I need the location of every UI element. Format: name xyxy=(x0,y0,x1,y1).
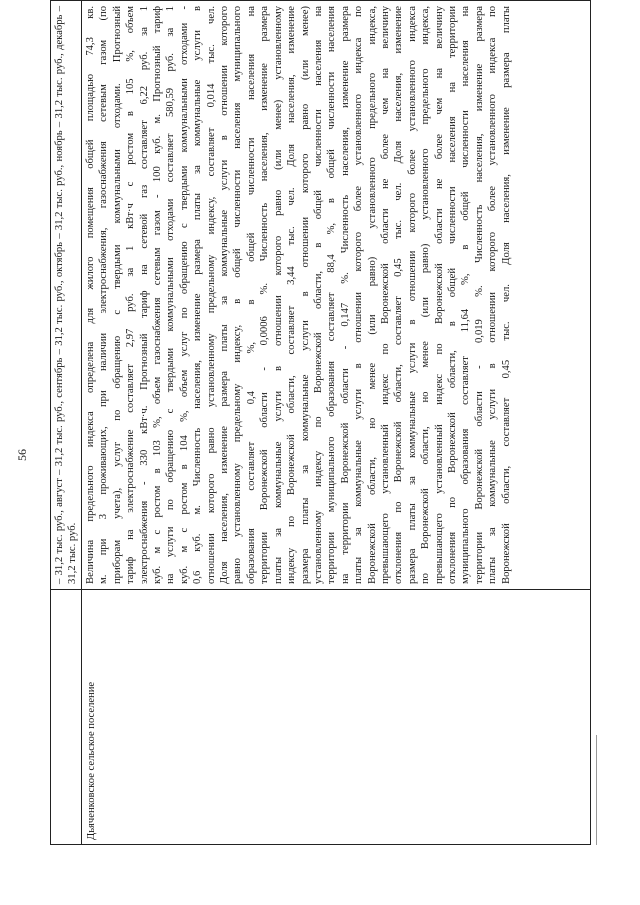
description-line: Величина предельного индекса определена для жилого помещения общей площадью 74,3 кв. xyxy=(85,6,96,584)
description-line: размера платы за коммунальные услуги в отношении которого более установленного индекса xyxy=(406,6,418,584)
description-line: территории муниципального образования составляет 88,4 %, в общей численности населения xyxy=(326,6,338,584)
description-line: превышающего установленный индекс по Воронежской области не более чем на величину xyxy=(433,6,445,584)
page-number: 56 xyxy=(15,449,29,461)
description-line: куб. м с ростом в 104 %, объем услуг по обращению с твердыми коммунальными отходами - xyxy=(178,6,190,584)
description-line: приборам учета), услуг по обращению с твердыми коммунальными отходами. Прогнозный xyxy=(111,6,123,584)
description-line: территории Воронежской области - 0,0006 %. Численность населения, изменение размера xyxy=(259,6,271,584)
description-line: установленному индексу по Воронежской области, в общей численности населения на xyxy=(312,6,324,584)
description-line: на территории Воронежской области - 0,147 %. Численность населения, изменение размера xyxy=(339,6,351,584)
description-line: образования составляет 0,4 %, в общей численности населения на xyxy=(245,6,257,584)
description-line: отношении которого равно установленному предельному индексу, составляет 0,014 тыс. чел. xyxy=(205,6,217,584)
description-line: м. при 3 проживающих, при наличии электроснабжения, газоснабжения сетевым газом (по xyxy=(98,6,110,584)
description-line: равно установленному предельному индексу, в общей численности населения муниципального xyxy=(232,6,244,584)
description-line: территории Воронежской области - 0,019 %. Численность населения, изменение размера xyxy=(473,6,485,584)
table-cell-settlement-name: Дьяченковское сельское поселение xyxy=(86,681,97,840)
description-line: муниципального образования составляет 11,64 %, в общей численности населения на xyxy=(460,6,472,584)
description-line: Воронежской области, составляет 0,45 тыс. чел. Доля населения, изменение размера платы xyxy=(500,6,512,584)
table-cell-previous-row-text: – 31,2 тыс. руб., август – 31,2 тыс. руб., сентябрь – 31,2 тыс. руб., октябрь – 31,2 тыс. руб., ноябрь – 31,2 тыс. руб., декабрь – 31,2 тыс. руб. xyxy=(54,6,79,584)
description-line: Воронежской области, но менее (или равно) установленного предельного индекса, xyxy=(366,6,378,584)
description-line: электроснабжения - 330 кВт·ч. Прогнозный тариф на сетевой газ составляет 6,22 руб. за 1 xyxy=(138,6,150,584)
description-line: отклонения по Воронежской области, в общей численности населения на территории xyxy=(446,6,458,584)
table-cell-description xyxy=(84,6,589,584)
document-table xyxy=(50,0,591,845)
description-line: 0,6 куб. м. Численность населения, изменение размера платы за коммунальные услуги в xyxy=(192,6,204,584)
description-line: платы за коммунальные услуги в отношении которого более установленного индекса по xyxy=(353,6,365,584)
description-line: на услуги по обращению с твердыми коммунальными отходами составляет 580,59 руб. за 1 xyxy=(165,6,177,584)
description-line: превышающего установленный индекс по Воронежской области не более чем на величину xyxy=(379,6,391,584)
description-line: по Воронежской области, но менее (или равно) установленного предельного индекса, xyxy=(420,6,432,584)
description-line: отклонения по Воронежской области, составляет 0,45 тыс. чел. Доля населения, изменение xyxy=(393,6,405,584)
bottom-rule xyxy=(596,735,597,845)
row-divider xyxy=(81,1,82,844)
column-divider xyxy=(51,589,590,590)
description-line: тариф на электроснабжение составляет 2,97 руб. за 1 кВт·ч с ростом в 105 %, объем xyxy=(125,6,137,584)
description-line: индексу по Воронежской области, составляет 3,44 тыс. чел. Доля населения, изменение xyxy=(286,6,298,584)
description-line: платы за коммунальные услуги в отношении которого равно (или менее) установленному xyxy=(272,6,284,584)
description-line: размера платы за коммунальные услуги в отношении которого равно (или менее) xyxy=(299,6,311,584)
description-line: куб. м с ростом в 103 %, объем газоснабжения сетевым газом - 100 куб. м. Прогнозный тариф xyxy=(152,6,164,584)
description-line: платы за коммунальные услуги в отношении которого более установленного индекса по xyxy=(487,6,499,584)
description-line: Доля населения, изменение размера платы за коммунальные услуги в отношении которого xyxy=(219,6,231,584)
